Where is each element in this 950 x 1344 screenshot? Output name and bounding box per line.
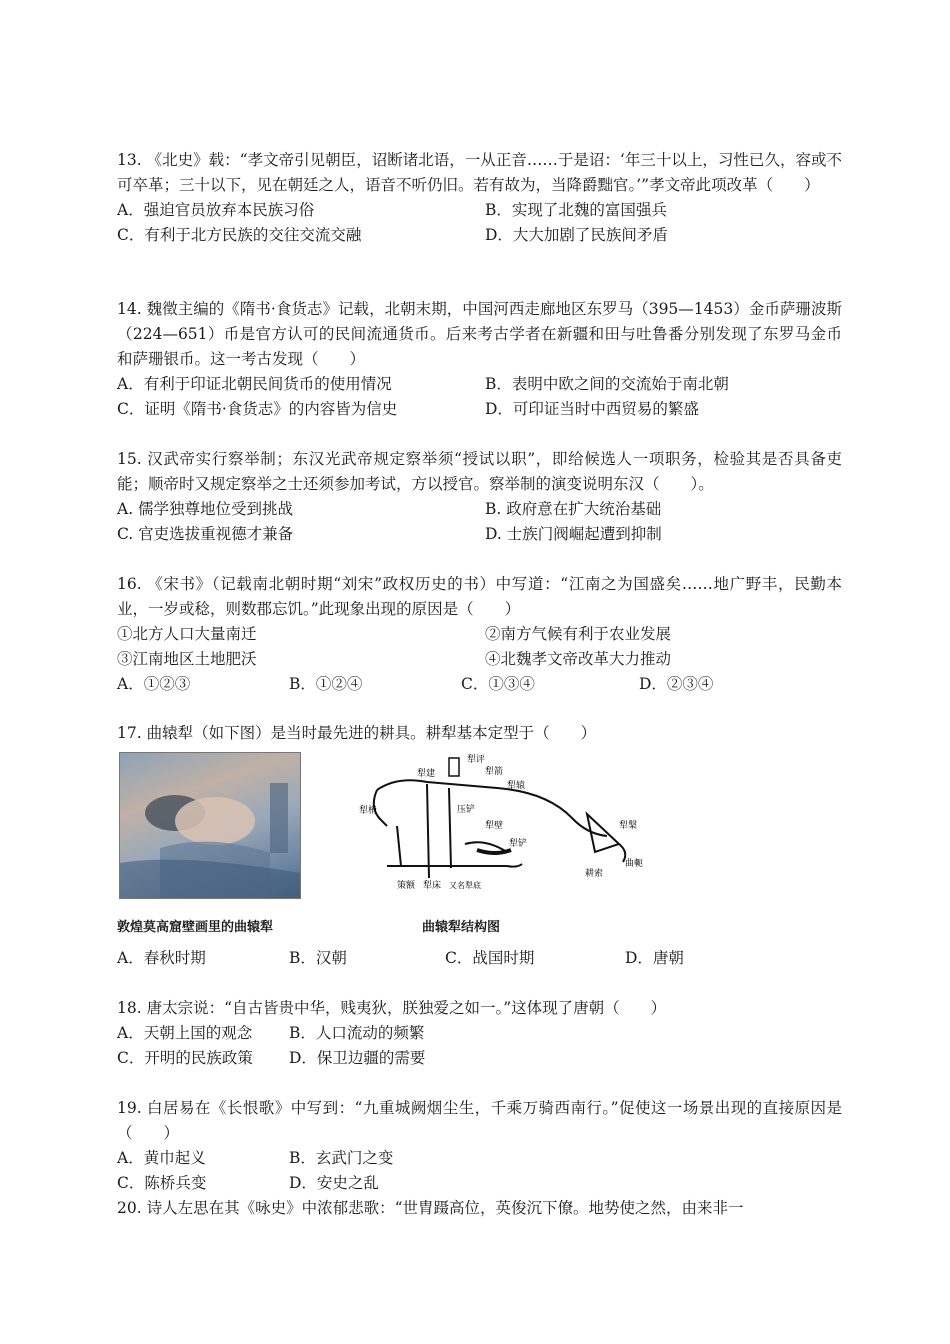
question-19 (117, 1096, 842, 1196)
label-ya-chan: 压铲 (457, 805, 476, 815)
option-b: B．人口流动的频繁 (289, 1024, 425, 1042)
label-geng-suo: 耕索 (585, 869, 604, 879)
option-d: D. 士族门阀崛起遭到抑制 (485, 525, 662, 543)
mural-drawing (120, 753, 300, 898)
plough-figure (117, 748, 677, 944)
label-li-jian2: 犁箭 (485, 767, 504, 777)
items-row (117, 647, 842, 672)
question-20 (117, 1196, 842, 1221)
label-li-jian: 犁建 (417, 769, 436, 779)
question-stem: 20. 诗人左思在其《咏史》中浓郁悲歌：“世胄蹑高位，英俊沉下僚。地势使之然，由来非一 (117, 1199, 744, 1217)
label-li-ping: 犁评 (467, 755, 486, 765)
options-row (117, 672, 842, 697)
question-stem: 14. 魏徵主编的《隋书·食货志》记载，北朝末期，中国河西走廊地区东罗马（395—1453）金币萨珊波斯（224—651）币是官方认可的民间流通货币。后来考古学者在新疆和田与吐鲁番分别发现了东罗马金币和萨珊银币。这一考古发现（ ） (117, 300, 842, 368)
item-2: ②南方气候有利于农业发展 (485, 625, 672, 643)
label-li-chuang: 犁床 (423, 881, 442, 891)
options-row (117, 1171, 842, 1196)
option-b: B．玄武门之变 (289, 1149, 394, 1167)
option-d: D．保卫边疆的需要 (289, 1049, 426, 1067)
question-15 (117, 447, 842, 547)
option-a: A．天朝上国的观念 (117, 1024, 253, 1042)
question-16 (117, 572, 842, 697)
option-a: A. 儒学独尊地位受到挑战 (117, 500, 294, 518)
option-d: D．②③④ (639, 675, 714, 693)
option-b: B．表明中欧之间的交流始于南北朝 (485, 375, 729, 393)
label-li-chan: 犁铲 (509, 839, 528, 849)
option-a: A．春秋时期 (117, 949, 206, 967)
question-stem: 16. 《宋书》（记载南北朝时期“刘宋”政权历史的书）中写道：“江南之为国盛矣……地广野丰，民勤本业，一岁或稔，则数郡忘饥。”此现象出现的原因是（ ） (117, 575, 842, 618)
question-stem: 19. 白居易在《长恨歌》中写到：“九重城阙烟尘生，千乘万骑西南行。”促使这一场景出现的直接原因是（ ） (117, 1099, 842, 1142)
options-row (117, 223, 842, 248)
question-stem: 13. 《北史》载：“孝文帝引见朝臣，诏断诸北语，一从正音……于是诏：‘年三十以上，习性已久，容或不可卒革；三十以下，见在朝廷之人，语音不听仍旧。若有故为，当降爵黜官。’”孝文帝此项改革（ ） (117, 151, 842, 194)
option-d: D．唐朝 (625, 949, 684, 967)
option-d: D．大大加剧了民族间矛盾 (485, 226, 668, 244)
item-3: ③江南地区土地肥沃 (117, 650, 257, 668)
items-row (117, 622, 842, 647)
label-qu-e: 曲軛 (625, 859, 644, 869)
question-17 (117, 721, 842, 746)
question-stem: 18. 唐太宗说：“自古皆贵中华，贱夷狄，朕独爱之如一。”这体现了唐朝（ ） (117, 999, 667, 1017)
options-row (117, 397, 842, 422)
option-b: B．实现了北魏的富国强兵 (485, 201, 667, 219)
question-18 (117, 996, 842, 1071)
plough-structure-diagram (357, 748, 657, 908)
option-a: A．有利于印证北朝民间货币的使用情况 (117, 375, 392, 393)
options-row (117, 1021, 842, 1046)
option-a: A．①②③ (117, 675, 191, 693)
options-row (117, 1046, 842, 1071)
option-b: B. 政府意在扩大统治基础 (485, 500, 662, 518)
label-ce-e: 策额 (397, 881, 416, 891)
question-stem: 17. 曲辕犁（如下图）是当时最先进的耕具。耕犁基本定型于（ ） (117, 724, 597, 742)
label-li-yuan: 犁辕 (507, 781, 526, 791)
label-li-bi: 犁壁 (485, 821, 504, 831)
options-row (117, 198, 842, 223)
option-d: D．安史之乱 (289, 1174, 379, 1192)
options-row (117, 1146, 842, 1171)
caption-left: 敦煌莫高窟壁画里的曲辕犁 (117, 920, 274, 935)
options-row (117, 946, 842, 971)
option-d: D．可印证当时中西贸易的繁盛 (485, 400, 699, 418)
item-4: ④北魏孝文帝改革大力推动 (485, 650, 672, 668)
option-b: B．①②④ (289, 675, 363, 693)
option-c: C. 官吏选拔重视德才兼备 (117, 525, 294, 543)
caption-right: 曲辕犁结构图 (422, 920, 501, 935)
label-li-pan: 犁槃 (619, 821, 638, 831)
dunhuang-mural-image (119, 752, 301, 899)
option-c: C．有利于北方民族的交往交流交融 (117, 226, 362, 244)
option-a: A．黄巾起义 (117, 1149, 206, 1167)
option-c: C．开明的民族政策 (117, 1049, 253, 1067)
options-row (117, 497, 842, 522)
label-wen-ming: 又名犁底 (449, 881, 481, 890)
option-b: B．汉朝 (289, 949, 347, 967)
option-c: C．证明《隋书·食货志》的内容皆为信史 (117, 400, 398, 418)
option-c: C．战国时期 (445, 949, 535, 967)
question-13 (117, 148, 842, 248)
item-1: ①北方人口大量南迁 (117, 625, 257, 643)
option-c: C．陈桥兵变 (117, 1174, 207, 1192)
option-c: C．①③④ (461, 675, 535, 693)
question-stem: 15. 汉武帝实行察举制；东汉光武帝规定察举须“授试以职”，即给候选人一项职务，检验其是否具备吏能；顺帝时又规定察举之士还须参加考试，方以授官。察举制的演变说明东汉（ ）。 (117, 450, 842, 493)
option-a: A．强迫官员放弃本民族习俗 (117, 201, 315, 219)
options-row (117, 372, 842, 397)
label-li-shao: 犁梢 (359, 806, 378, 816)
question-14 (117, 297, 842, 422)
options-row (117, 522, 842, 547)
question-17-options (117, 946, 842, 971)
